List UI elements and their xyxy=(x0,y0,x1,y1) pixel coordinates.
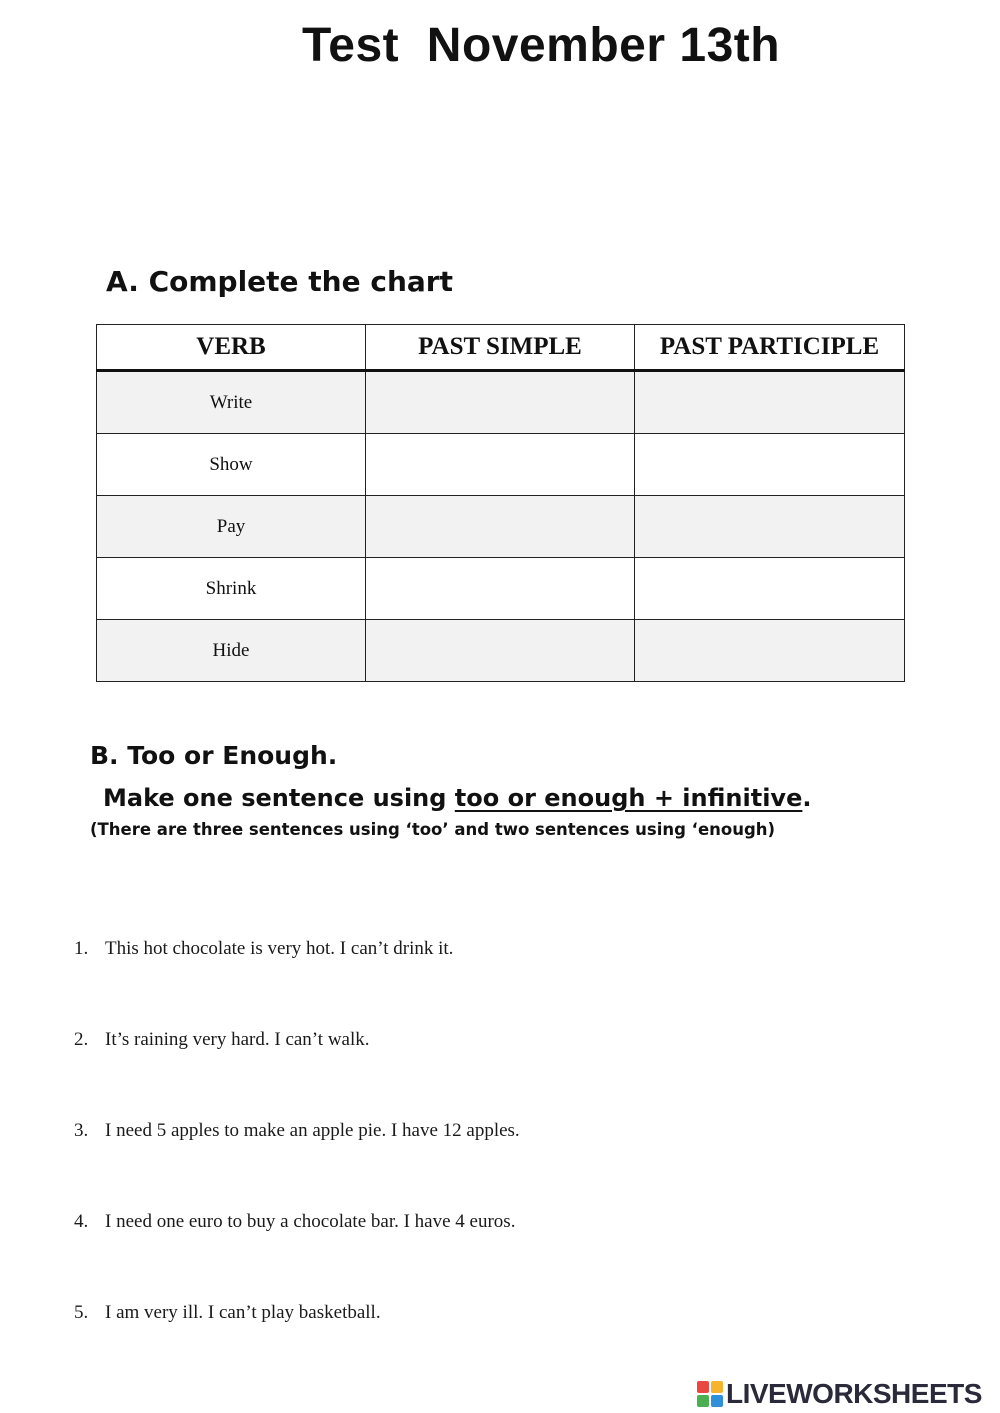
table-row xyxy=(97,496,905,558)
verb-cell: Write xyxy=(97,371,366,434)
sentence-number: 2. xyxy=(74,1029,89,1050)
verb-cell: Shrink xyxy=(97,558,366,620)
column-header-past-simple: PAST SIMPLE xyxy=(366,325,635,371)
table-row xyxy=(97,434,905,496)
sentence-number: 3. xyxy=(74,1120,89,1141)
instruction-suffix: . xyxy=(802,784,812,812)
past-simple-cell[interactable] xyxy=(366,620,635,682)
logo-square xyxy=(697,1381,709,1393)
sentence-number: 4. xyxy=(74,1211,89,1232)
table-row xyxy=(97,620,905,682)
column-header-verb: VERB xyxy=(97,325,366,371)
past-simple-cell[interactable] xyxy=(366,558,635,620)
sentence-number: 1. xyxy=(74,938,89,959)
verb-cell: Show xyxy=(97,434,366,496)
list-item xyxy=(74,1209,515,1235)
past-participle-cell[interactable] xyxy=(635,434,905,496)
section-b-note: (There are three sentences using ‘too’ and two sentences using ‘enough) xyxy=(90,820,776,839)
logo-square xyxy=(711,1381,723,1393)
list-item xyxy=(74,1027,370,1053)
past-participle-cell[interactable] xyxy=(635,496,905,558)
instruction-prefix: Make one sentence using xyxy=(103,784,455,812)
list-item xyxy=(74,936,453,962)
past-participle-cell[interactable] xyxy=(635,558,905,620)
sentence-text: It’s raining very hard. I can’t walk. xyxy=(105,1029,370,1050)
list-item xyxy=(74,1118,520,1144)
table-row xyxy=(97,371,905,434)
past-simple-cell[interactable] xyxy=(366,371,635,434)
verb-cell: Hide xyxy=(97,620,366,682)
column-header-past-participle: PAST PARTICIPLE xyxy=(635,325,905,371)
logo-square xyxy=(697,1395,709,1407)
section-b-heading: B. Too or Enough. xyxy=(90,741,338,770)
sentence-text: I need one euro to buy a chocolate bar. I have 4 euros. xyxy=(105,1211,516,1232)
page-title: Test November 13th xyxy=(302,19,781,72)
chart-header-row xyxy=(97,325,905,371)
section-b-instruction xyxy=(103,780,811,816)
past-simple-cell[interactable] xyxy=(366,496,635,558)
verb-chart xyxy=(96,324,905,682)
liveworksheets-logo-icon xyxy=(697,1381,723,1407)
past-participle-cell[interactable] xyxy=(635,371,905,434)
sentence-text: I am very ill. I can’t play basketball. xyxy=(105,1302,381,1323)
list-item xyxy=(74,1300,381,1326)
sentence-number: 5. xyxy=(74,1302,89,1323)
sentence-text: I need 5 apples to make an apple pie. I have 12 apples. xyxy=(105,1120,520,1141)
past-simple-cell[interactable] xyxy=(366,434,635,496)
table-row xyxy=(97,558,905,620)
logo-square xyxy=(711,1395,723,1407)
sentence-text: This hot chocolate is very hot. I can’t drink it. xyxy=(105,938,454,959)
verb-cell: Pay xyxy=(97,496,366,558)
liveworksheets-brand xyxy=(697,1376,982,1412)
instruction-underlined: too or enough + infinitive xyxy=(454,784,803,812)
brand-name: LIVEWORKSHEETS xyxy=(726,1378,982,1409)
past-participle-cell[interactable] xyxy=(635,620,905,682)
section-a-heading: A. Complete the chart xyxy=(106,265,453,298)
